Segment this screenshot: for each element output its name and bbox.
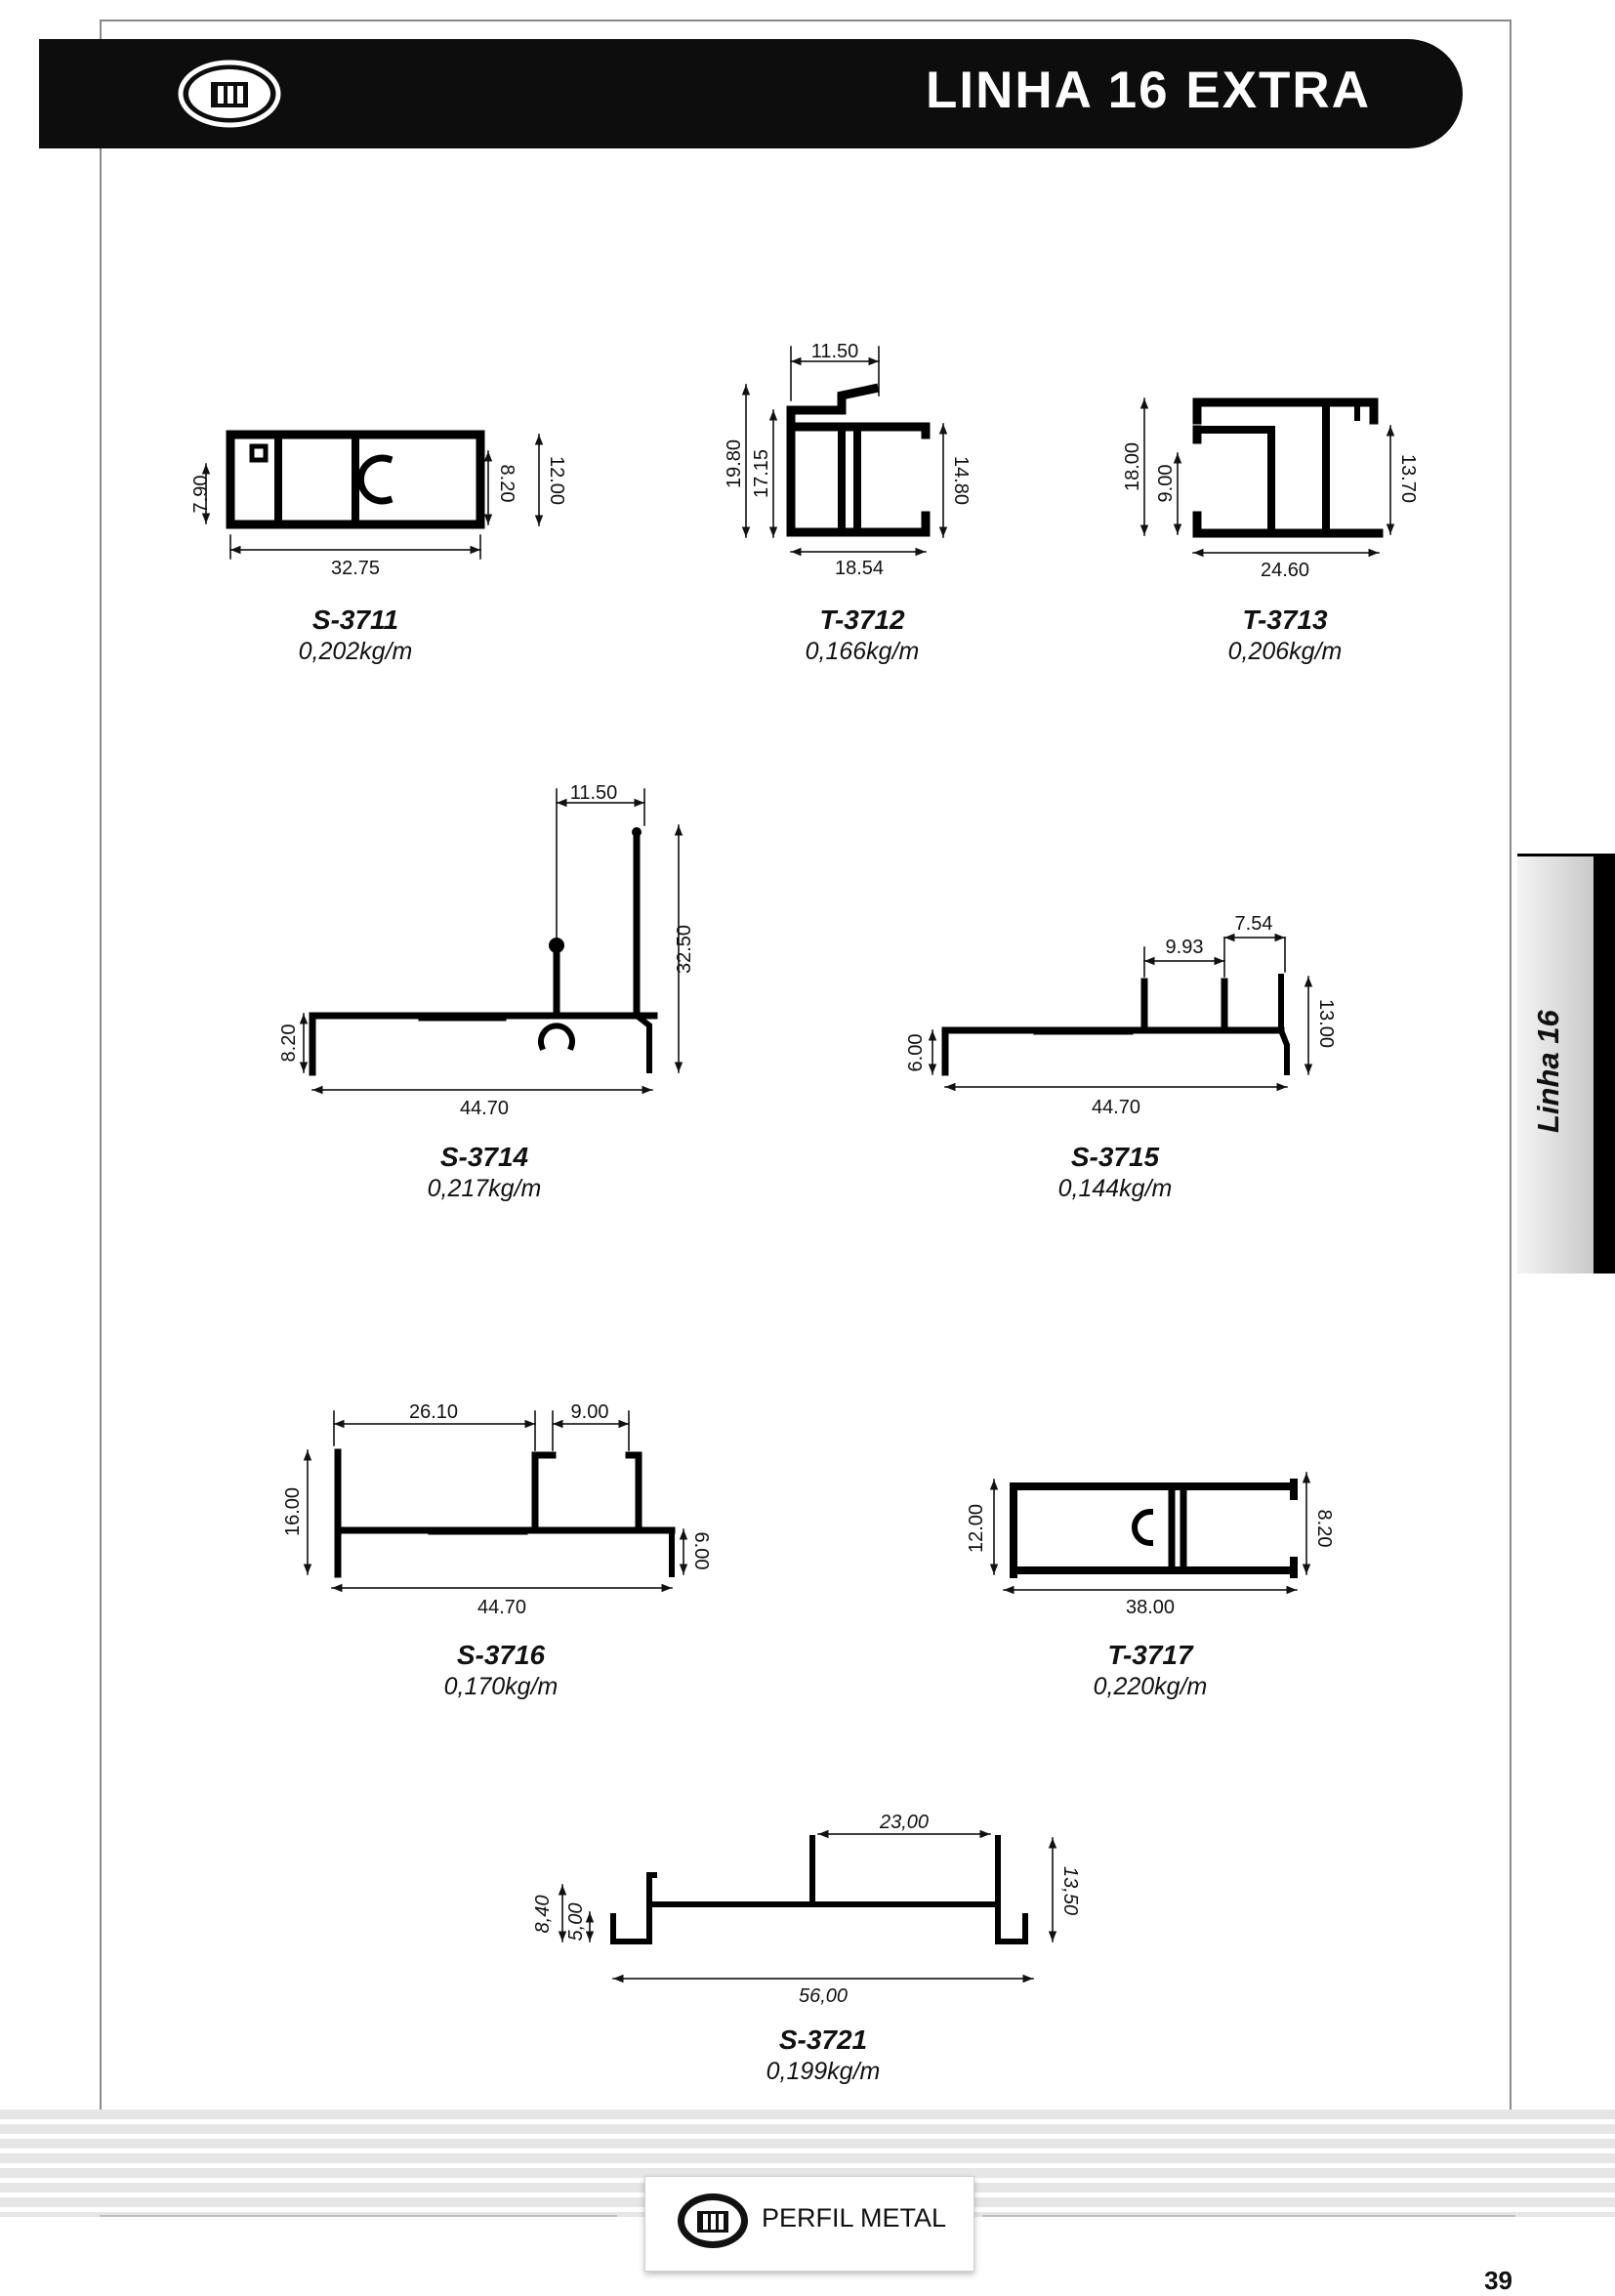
- profile-caption-s-3711: [160, 604, 551, 666]
- dimension-label: 8,40: [532, 1895, 554, 1934]
- profile-code: S-3721: [778, 2025, 868, 2055]
- profile-weight: 0,199kg/m: [766, 2058, 881, 2085]
- dimension-label: 44.70: [476, 1597, 527, 1618]
- profile-drawing-t-3712: [791, 389, 926, 532]
- dimension-label: 24.60: [1260, 560, 1310, 581]
- dimension-label: 14.80: [950, 455, 972, 506]
- profile-drawing-s-3714: [312, 827, 654, 1072]
- profile-drawing-s-3716: [338, 1452, 672, 1574]
- page-number: 39: [1484, 2266, 1512, 2295]
- dimension-label: 12.00: [546, 455, 567, 506]
- dimension-label: 9.93: [1165, 937, 1204, 958]
- profile-drawing-s-3711: [230, 435, 480, 524]
- dimension-label: 16.00: [282, 1486, 304, 1537]
- profile-caption-s-3715: [920, 1141, 1310, 1203]
- dimension-label: 17.15: [751, 448, 772, 499]
- footer-divider: [100, 2215, 617, 2217]
- profile-code: T-3713: [1242, 605, 1328, 635]
- footer-brand-name: PERFIL METAL: [762, 2203, 947, 2233]
- dimension-label: 7.54: [1234, 913, 1273, 935]
- dimension-label: 13.00: [1315, 998, 1337, 1049]
- company-logo-icon: [674, 2188, 752, 2254]
- dimension-label: 11.50: [810, 341, 859, 362]
- dimension-label: 44.70: [1091, 1097, 1141, 1118]
- dimension-label: 11.50: [569, 782, 618, 804]
- dimension-label: 19.80: [724, 438, 745, 489]
- dimension-label: 32.50: [674, 924, 695, 975]
- profile-weight: 0,166kg/m: [805, 638, 920, 665]
- profile-code: S-3715: [1070, 1142, 1160, 1172]
- profile-code: T-3717: [1107, 1640, 1193, 1670]
- dimension-label: 8.20: [1313, 1509, 1335, 1548]
- dimension-label: 18.00: [1122, 441, 1143, 492]
- profile-weight: 0,217kg/m: [427, 1175, 542, 1202]
- dimension-label: 13.70: [1397, 453, 1419, 504]
- profile-weight: 0,206kg/m: [1227, 638, 1343, 665]
- profile-drawing-t-3717: [1014, 1482, 1294, 1574]
- profile-code: S-3711: [311, 605, 399, 635]
- dimension-label: 7.90: [190, 475, 212, 514]
- profile-caption-s-3721: [628, 2024, 1018, 2086]
- dimension-label: 38.00: [1125, 1597, 1176, 1618]
- dimension-label: 9.00: [1155, 464, 1177, 503]
- dimension-label: 44.70: [459, 1098, 510, 1119]
- profile-weight: 0,202kg/m: [298, 638, 413, 665]
- dimension-label: 56,00: [798, 1985, 849, 2007]
- profile-caption-s-3714: [289, 1141, 680, 1203]
- dimension-label: 13,50: [1059, 1865, 1081, 1916]
- profile-code: T-3712: [819, 605, 905, 635]
- dimension-label: 26.10: [408, 1401, 459, 1423]
- profile-caption-t-3717: [955, 1639, 1346, 1701]
- profile-weight: 0,170kg/m: [443, 1673, 559, 1700]
- dimension-label: 12.00: [966, 1503, 987, 1554]
- profile-weight: 0,144kg/m: [1057, 1175, 1173, 1202]
- dimension-label: 6.00: [905, 1033, 927, 1072]
- profile-weight: 0,220kg/m: [1093, 1673, 1208, 1700]
- profile-caption-t-3712: [667, 604, 1057, 666]
- section-tab-label: Linha 16: [1531, 1010, 1565, 1133]
- dimension-label: 18.54: [834, 558, 885, 579]
- profile-code: S-3714: [439, 1142, 529, 1172]
- profile-drawing-s-3715: [945, 977, 1287, 1072]
- profile-caption-t-3713: [1090, 604, 1480, 666]
- dimension-label: 32.75: [330, 558, 381, 579]
- dimension-label: 8.20: [496, 464, 518, 503]
- dimension-label: 5,00: [565, 1902, 587, 1941]
- profile-drawing-t-3713: [1197, 402, 1379, 533]
- dimension-label: 9.00: [570, 1401, 609, 1423]
- profile-code: S-3716: [456, 1640, 546, 1670]
- dimension-label: 23,00: [879, 1812, 930, 1833]
- page-title: LINHA 16 EXTRA: [926, 62, 1371, 119]
- profile-drawing-s-3721: [613, 1838, 1025, 1941]
- dimension-label: 6.00: [690, 1531, 712, 1570]
- profile-caption-s-3716: [306, 1639, 696, 1701]
- dimension-label: 8.20: [278, 1023, 300, 1063]
- footer-divider: [982, 2215, 1515, 2217]
